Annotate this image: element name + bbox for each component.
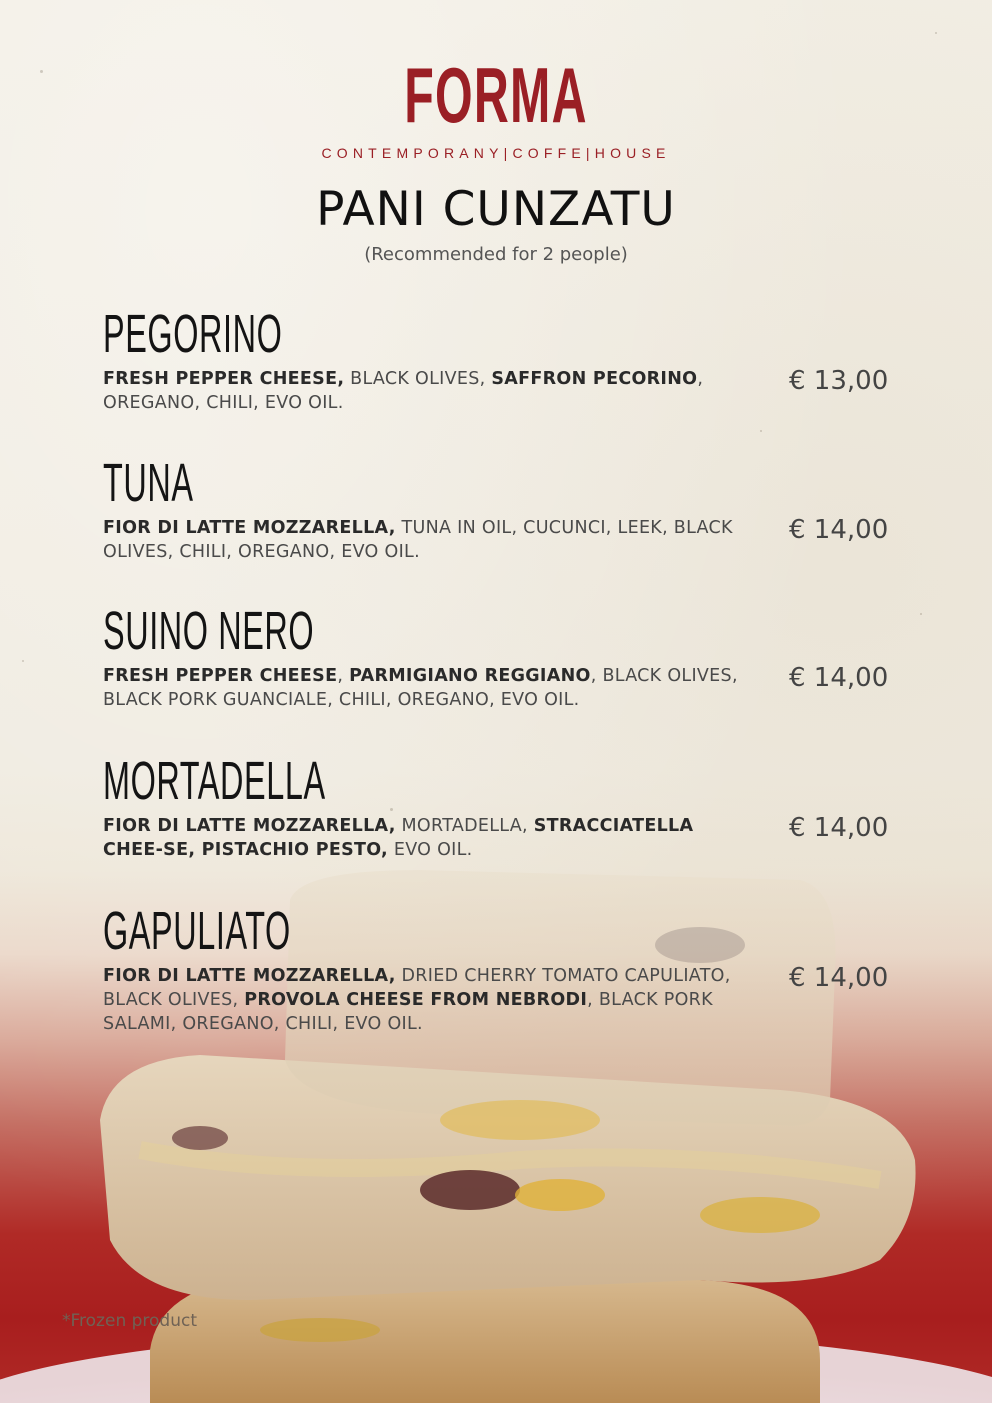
page-title: PANI CUNZATU	[316, 182, 676, 237]
menu-item-description	[103, 964, 753, 1036]
olive	[420, 1170, 520, 1210]
desc-part: BLACK OLIVES,	[344, 369, 492, 389]
desc-part: PROVOLA CHEESE FROM NEBRODI	[244, 990, 588, 1010]
menu-item-description	[103, 367, 753, 415]
footer-note: *Frozen product	[62, 1311, 198, 1331]
menu-item-name: GAPULIATO	[103, 901, 291, 961]
desc-part: , BLACK PORK SALAMI, OREGANO, CHILI, EVO OIL.	[103, 990, 713, 1034]
menu-item-price: € 14,00	[789, 813, 889, 843]
menu-item-price: € 14,00	[789, 663, 889, 693]
paper-speck	[40, 70, 43, 73]
menu-item-price: € 14,00	[789, 963, 889, 993]
menu-item-name: SUINO NERO	[103, 601, 315, 661]
desc-part: DRIED CHERRY TOMATO CAPULIATO, BLACK OLIVES,	[103, 966, 731, 1010]
cheese-drip	[260, 1318, 380, 1342]
desc-part: FRESH PEPPER CHEESE,	[103, 369, 345, 389]
desc-part: ,	[337, 666, 350, 686]
menu-item-name: PEGORINO	[103, 304, 283, 364]
cheese-melt	[515, 1179, 605, 1211]
desc-part: FIOR DI LATTE MOZZARELLA,	[103, 518, 396, 538]
desc-part: , OREGANO, CHILI, EVO OIL.	[103, 369, 704, 413]
menu-item-name: MORTADELLA	[103, 751, 326, 811]
desc-part: TUNA IN OIL, CUCUNCI, LEEK, BLACK OLIVES, CHILI, OREGANO, EVO OIL.	[103, 518, 733, 562]
page-subtitle: (Recommended for 2 people)	[364, 244, 628, 265]
menu-item-description	[103, 664, 753, 712]
desc-part: MORTADELLA,	[395, 816, 534, 836]
olive	[655, 927, 745, 963]
desc-part: FIOR DI LATTE MOZZARELLA,	[103, 966, 396, 986]
desc-part: FRESH PEPPER CHEESE	[103, 666, 338, 686]
menu-item-description	[103, 814, 753, 862]
desc-part: EVO OIL.	[387, 840, 473, 860]
desc-part: FIOR DI LATTE MOZZARELLA,	[103, 816, 396, 836]
brand-tagline: CONTEMPORANY|COFFE|HOUSE	[321, 145, 671, 161]
desc-part: STRACCIATELLA CHEE-SE, PISTACHIO PESTO,	[103, 816, 694, 860]
menu-item-name: TUNA	[103, 453, 194, 513]
cheese-melt	[440, 1100, 600, 1140]
brand-logo: FORMA	[404, 51, 588, 139]
desc-part: PARMIGIANO REGGIANO	[349, 666, 591, 686]
menu-item-price: € 14,00	[789, 515, 889, 545]
paper-speck	[935, 32, 937, 34]
desc-part: SAFFRON PECORINO	[491, 369, 698, 389]
menu-item-price: € 13,00	[789, 366, 889, 396]
paper-speck	[920, 613, 922, 615]
desc-part: , BLACK OLIVES, BLACK PORK GUANCIALE, CHILI, OREGANO, EVO OIL.	[103, 666, 738, 710]
paper-speck	[390, 808, 393, 811]
paper-speck	[22, 660, 24, 662]
paper-speck	[760, 430, 762, 432]
cheese-melt	[700, 1197, 820, 1233]
olive	[172, 1126, 228, 1150]
menu-item-description	[103, 516, 753, 564]
